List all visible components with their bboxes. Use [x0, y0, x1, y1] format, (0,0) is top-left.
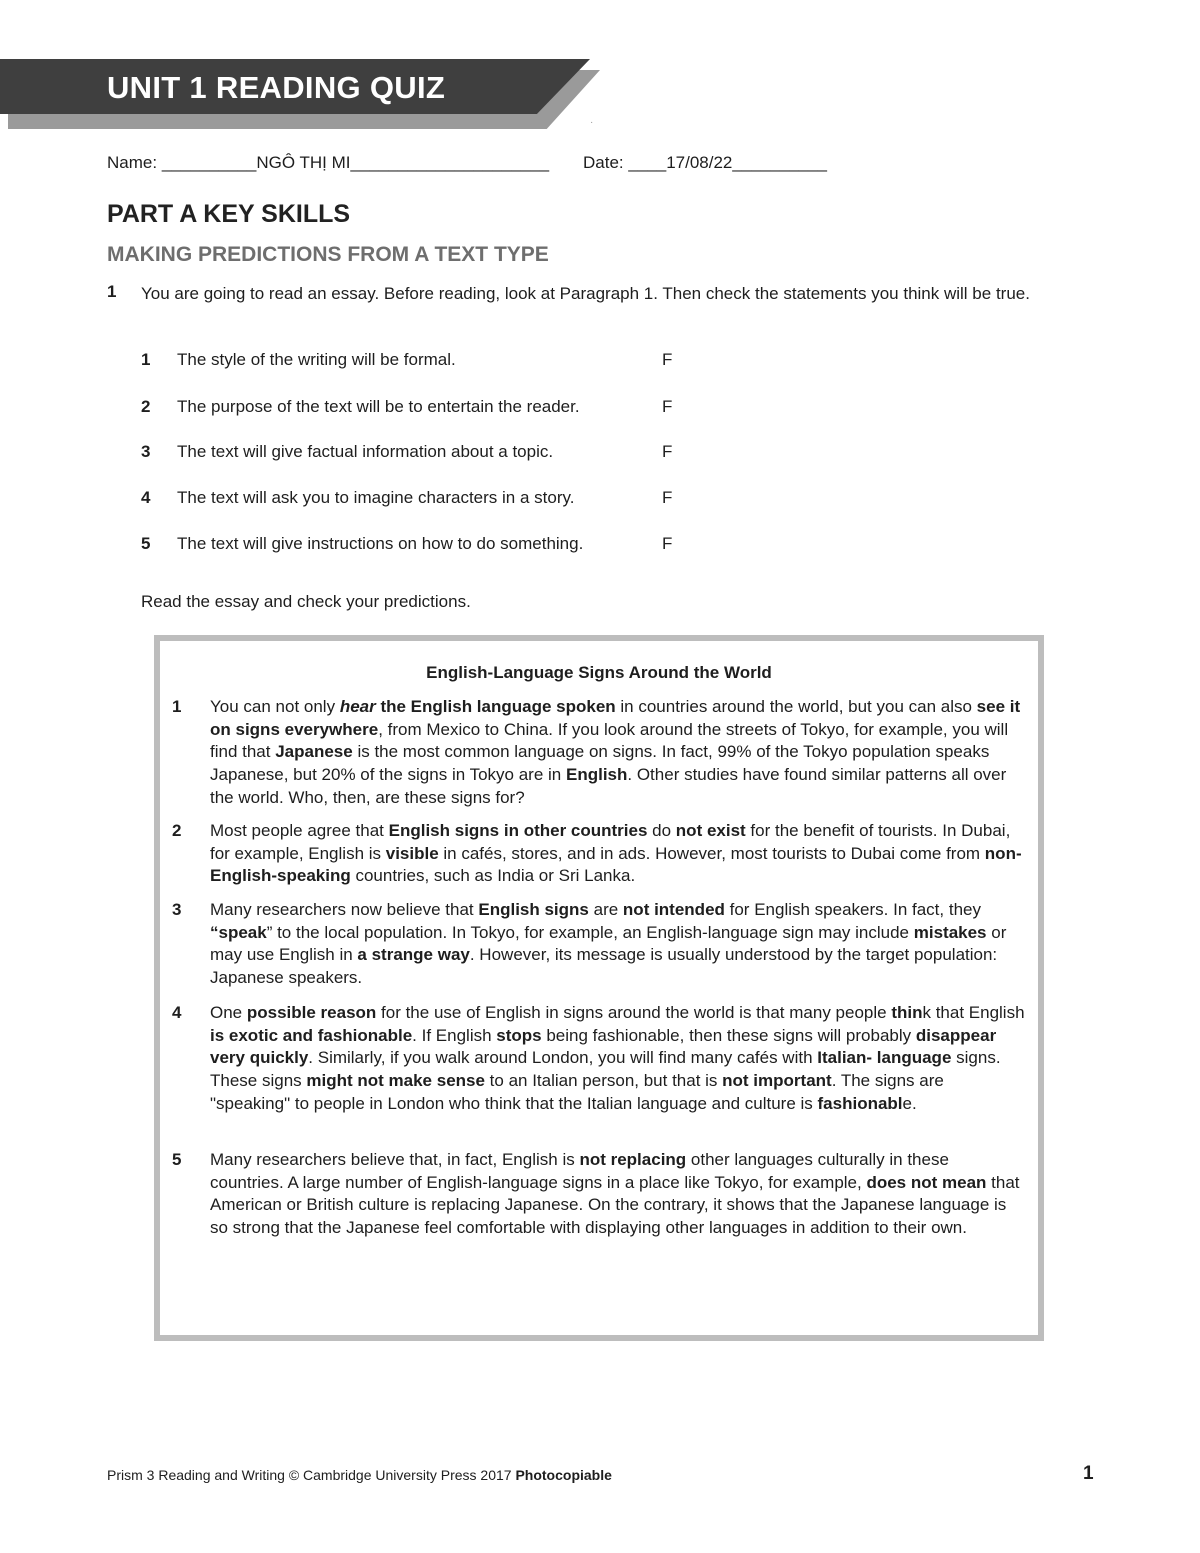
statement-answer: F — [662, 488, 673, 507]
statement-text: The text will give factual information about a topic. — [177, 442, 554, 461]
paragraph-number: 5 — [172, 1150, 182, 1169]
statement-number: 5 — [141, 534, 151, 553]
statement-text: The text will ask you to imagine characters in a story. — [177, 488, 575, 507]
statement-item — [141, 350, 456, 370]
name-line — [107, 153, 549, 173]
essay-paragraph — [172, 1002, 1027, 1116]
essay-paragraph — [172, 1149, 1027, 1240]
statement-number: 4 — [141, 488, 151, 507]
footer-photocopiable: Photocopiable — [515, 1467, 612, 1483]
page-number: 1 — [1083, 1463, 1094, 1484]
date-value: ____17/08/22__________ — [628, 153, 827, 172]
quiz-title: UNIT 1 READING QUIZ — [107, 70, 446, 105]
essay-paragraph — [172, 820, 1027, 888]
essay-paragraph — [172, 899, 1027, 990]
decorative-dot: · — [590, 117, 594, 128]
paragraph-number: 3 — [172, 900, 182, 919]
statement-text: The style of the writing will be formal. — [177, 350, 456, 369]
name-label: Name: — [107, 153, 158, 172]
statement-number: 2 — [141, 397, 151, 416]
paragraph-text: You can not only hear the English language spoken in countries around the world, but you can also see it on signs everywhere, from Mexico to China. If you look around the streets of Tokyo, for example, you will find that Japanese is the most common language on signs. In fact, 99% of the Tokyo population speaks Japanese, but 20% of the signs in Tokyo are in English. Other studies have found similar patterns all over the world. Who, then, are these signs for? — [210, 697, 1021, 807]
date-label: Date: — [583, 153, 624, 172]
statement-item — [141, 534, 583, 554]
task-number: 1 — [107, 282, 117, 301]
statement-answer: F — [662, 534, 673, 553]
part-title: PART A KEY SKILLS — [107, 200, 351, 228]
footer-copyright: Prism 3 Reading and Writing © Cambridge University Press 2017 — [107, 1467, 512, 1483]
paragraph-number: 4 — [172, 1003, 182, 1022]
name-value: __________NGÔ THỊ MI_____________________ — [161, 153, 550, 172]
paragraph-number: 1 — [172, 697, 182, 716]
statement-text: The purpose of the text will be to entertain the reader. — [177, 397, 580, 416]
statement-number: 1 — [141, 350, 151, 369]
statement-answer: F — [662, 397, 673, 416]
task-instruction: You are going to read an essay. Before reading, look at Paragraph 1. Then check the statements you think will be true. — [141, 284, 1030, 303]
read-instruction: Read the essay and check your predictions. — [141, 592, 471, 611]
date-line — [583, 153, 827, 173]
paragraph-text: One possible reason for the use of English in signs around the world is that many people think that English is exotic and fashionable. If English stops being fashionable, then these signs will probably disappear very quickly. Similarly, if you walk around London, you will find many cafés with Italian- language signs. These signs might not make sense to an Italian person, but that is not important. The signs are "speaking" to people in London who think that the Italian language and culture is fashionable. — [210, 1003, 1025, 1113]
statement-answer: F — [662, 350, 673, 369]
statement-item — [141, 442, 553, 462]
statement-item — [141, 397, 580, 417]
statement-text: The text will give instructions on how to do something. — [177, 534, 584, 553]
paragraph-text: Many researchers now believe that English signs are not intended for English speakers. In fact, they “speak” to the local population. In Tokyo, for example, an English-language sign may include mistakes or may use English in a strange way. However, its message is usually understood by the target population: Japanese speakers. — [210, 900, 1007, 988]
paragraph-number: 2 — [172, 821, 182, 840]
essay-paragraph — [172, 696, 1027, 810]
statement-item — [141, 488, 574, 508]
paragraph-text: Most people agree that English signs in other countries do not exist for the benefit of tourists. In Dubai, for example, English is visible in cafés, stores, and in ads. However, most tourists to Dubai come from non-English-speaking countries, such as India or Sri Lanka. — [210, 821, 1022, 886]
statement-number: 3 — [141, 442, 151, 461]
paragraph-text: Many researchers believe that, in fact, English is not replacing other languages culturally in these countries. A large number of English-language signs in a place like Tokyo, for example, does not mean that American or British culture is replacing Japanese. On the contrary, it shows that the Japanese language is so strong that the Japanese feel comfortable with displaying other languages in addition to their own. — [210, 1150, 1020, 1238]
section-title: MAKING PREDICTIONS FROM A TEXT TYPE — [107, 243, 549, 266]
essay-box — [154, 635, 1044, 1341]
statement-answer: F — [662, 442, 673, 461]
essay-title: English-Language Signs Around the World — [426, 663, 772, 682]
footer — [107, 1467, 612, 1483]
